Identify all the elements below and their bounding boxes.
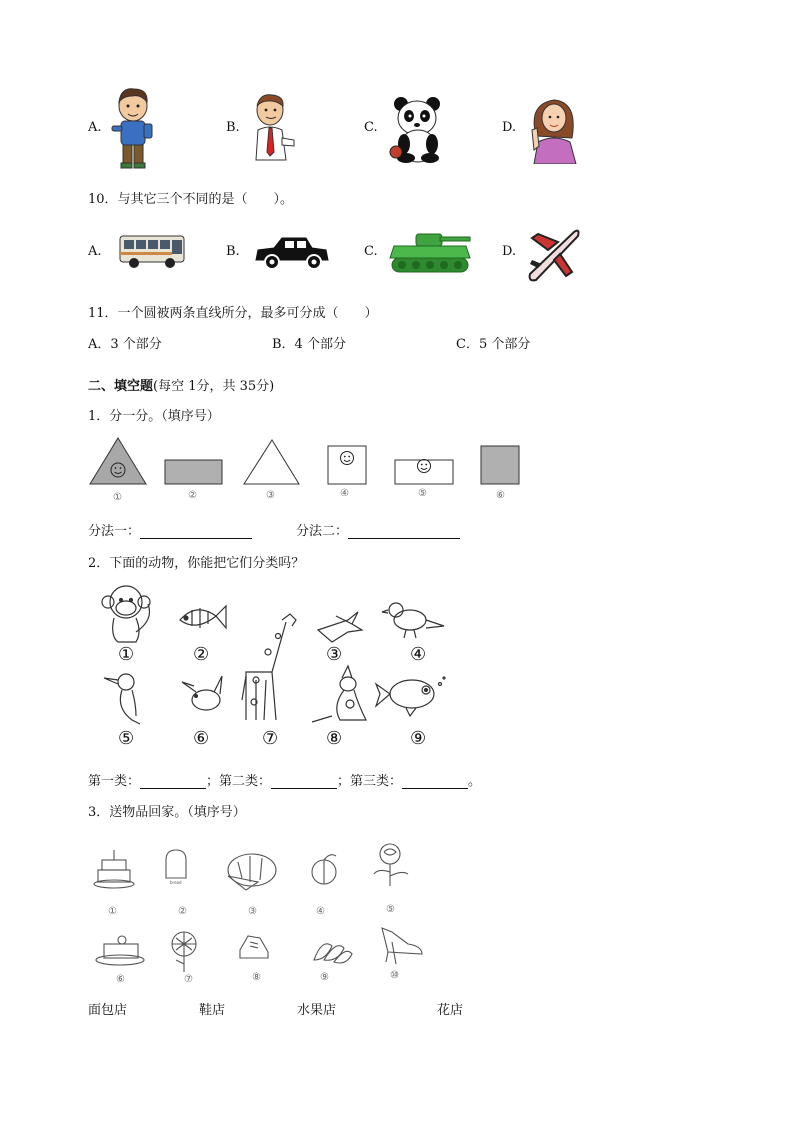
- item-label: ⑧: [252, 972, 261, 983]
- sneakers-picture: [240, 936, 268, 958]
- cake-slice-picture: [96, 936, 144, 965]
- method-two-blank[interactable]: [348, 524, 460, 539]
- q10-option-a: A.: [88, 244, 102, 259]
- q9-option-c: C.: [364, 120, 378, 135]
- item-label: ①: [108, 906, 117, 917]
- shape-label: ④: [340, 488, 349, 499]
- shape-1-gray-triangle-smiley: [90, 438, 146, 484]
- item-label: ⑩: [390, 970, 399, 981]
- p2-question: 2．下面的动物，你能把它们分类吗？: [88, 556, 305, 571]
- section-title: 二、填空题: [88, 379, 154, 394]
- shape-6-gray-square: [481, 446, 519, 484]
- animal-label: ②: [193, 644, 210, 665]
- shape-3-white-triangle: [244, 440, 299, 484]
- bread-word: bread: [170, 880, 182, 885]
- shop-fruit-store: 水果店: [297, 1003, 337, 1018]
- q9-option-a: A.: [88, 120, 102, 135]
- q11-question: 11．一个圆被两条直线所分，最多可分成（ ）: [88, 306, 378, 321]
- item-label: ⑨: [320, 972, 329, 983]
- item-label: ②: [178, 906, 187, 917]
- q9-option-d: D.: [502, 120, 517, 135]
- shop-flower-shop: 花店: [437, 1003, 464, 1018]
- rose-picture: [374, 844, 408, 886]
- item-label: ⑥: [116, 974, 125, 985]
- shop-shoe-store: 鞋店: [199, 1003, 226, 1018]
- shape-5-rectangle-smiley: [395, 460, 453, 485]
- item-label: ⑦: [184, 974, 193, 985]
- man-picture: [248, 90, 298, 166]
- animal-label: ③: [326, 644, 343, 665]
- q10-option-c: C.: [364, 244, 378, 259]
- shape-4-square-smiley: [328, 446, 366, 484]
- tank-picture: [386, 226, 474, 278]
- shape-label: ⑤: [418, 488, 427, 499]
- shape-label: ⑥: [496, 490, 505, 501]
- q9-option-b: B.: [226, 120, 240, 135]
- high-heels-picture: [382, 928, 422, 964]
- q10-question: 10．与其它三个不同的是（ ）。: [88, 192, 294, 207]
- peach-picture: [312, 855, 336, 884]
- category-two-label: ；第二类：: [206, 774, 272, 789]
- shapes-row: [88, 436, 548, 488]
- airplane-picture: [524, 222, 584, 284]
- panda-picture: [388, 94, 446, 164]
- boy-picture: [108, 84, 158, 172]
- bread-picture: [166, 850, 186, 878]
- method-two: [296, 520, 460, 539]
- animal-label: ④: [410, 644, 427, 665]
- giraffe-picture: [242, 614, 296, 720]
- shape-label: ②: [188, 490, 197, 501]
- tropical-fish-picture: [180, 606, 226, 628]
- shop-bakery: 面包店: [88, 1003, 128, 1018]
- category-three-blank[interactable]: [402, 774, 468, 789]
- answer-end: 。: [468, 774, 482, 789]
- woodpecker-picture: [104, 674, 140, 724]
- shape-2-gray-rectangle: [165, 460, 222, 484]
- woman-picture: [526, 94, 586, 164]
- animal-label: ⑨: [410, 728, 427, 749]
- goldfish-picture: [376, 677, 445, 716]
- category-three-label: ；第三类：: [337, 774, 403, 789]
- bus-picture: [116, 232, 188, 272]
- swallow-picture: [318, 612, 362, 642]
- car-picture: [252, 232, 332, 272]
- category-one-blank[interactable]: [140, 774, 206, 789]
- animal-label: ⑤: [118, 728, 135, 749]
- flying-bird-picture: [182, 676, 222, 710]
- q11-option-b: B．4 个部分: [272, 337, 346, 352]
- method-two-label: 分法二：: [296, 524, 349, 539]
- p1-question: 1．分一分。（填序号）: [88, 409, 220, 424]
- sunflower-picture: [172, 932, 196, 972]
- item-label: ⑤: [386, 904, 395, 915]
- watermelon-picture: [228, 854, 276, 890]
- q11-option-c: C．5 个部分: [456, 337, 531, 352]
- bananas-picture: [314, 944, 352, 963]
- p3-question: 3．送物品回家。（填序号）: [88, 805, 246, 820]
- item-label: ③: [248, 906, 257, 917]
- section-note: (每空 1分，共 35分): [153, 379, 275, 394]
- q10-option-b: B.: [226, 244, 240, 259]
- q10-option-d: D.: [502, 244, 517, 259]
- shape-label: ①: [113, 492, 122, 503]
- method-one: [88, 520, 252, 539]
- category-one-label: 第一类：: [88, 774, 141, 789]
- animal-label: ⑧: [326, 728, 343, 749]
- section-heading: [88, 375, 274, 394]
- animal-categories-answer: [88, 770, 481, 789]
- item-label: ④: [316, 906, 325, 917]
- monkey-picture: [102, 586, 150, 642]
- q11-option-a: A．3 个部分: [88, 337, 162, 352]
- animal-label: ⑥: [193, 728, 210, 749]
- items-grid: [92, 842, 432, 972]
- animal-label: ①: [118, 644, 135, 665]
- method-one-blank[interactable]: [140, 524, 252, 539]
- sparrow-picture: [382, 603, 444, 638]
- animal-label: ⑦: [262, 728, 279, 749]
- method-one-label: 分法一：: [88, 524, 141, 539]
- category-two-blank[interactable]: [271, 774, 337, 789]
- shape-label: ③: [266, 490, 275, 501]
- cake-picture: [94, 850, 134, 888]
- kangaroo-picture: [312, 666, 366, 722]
